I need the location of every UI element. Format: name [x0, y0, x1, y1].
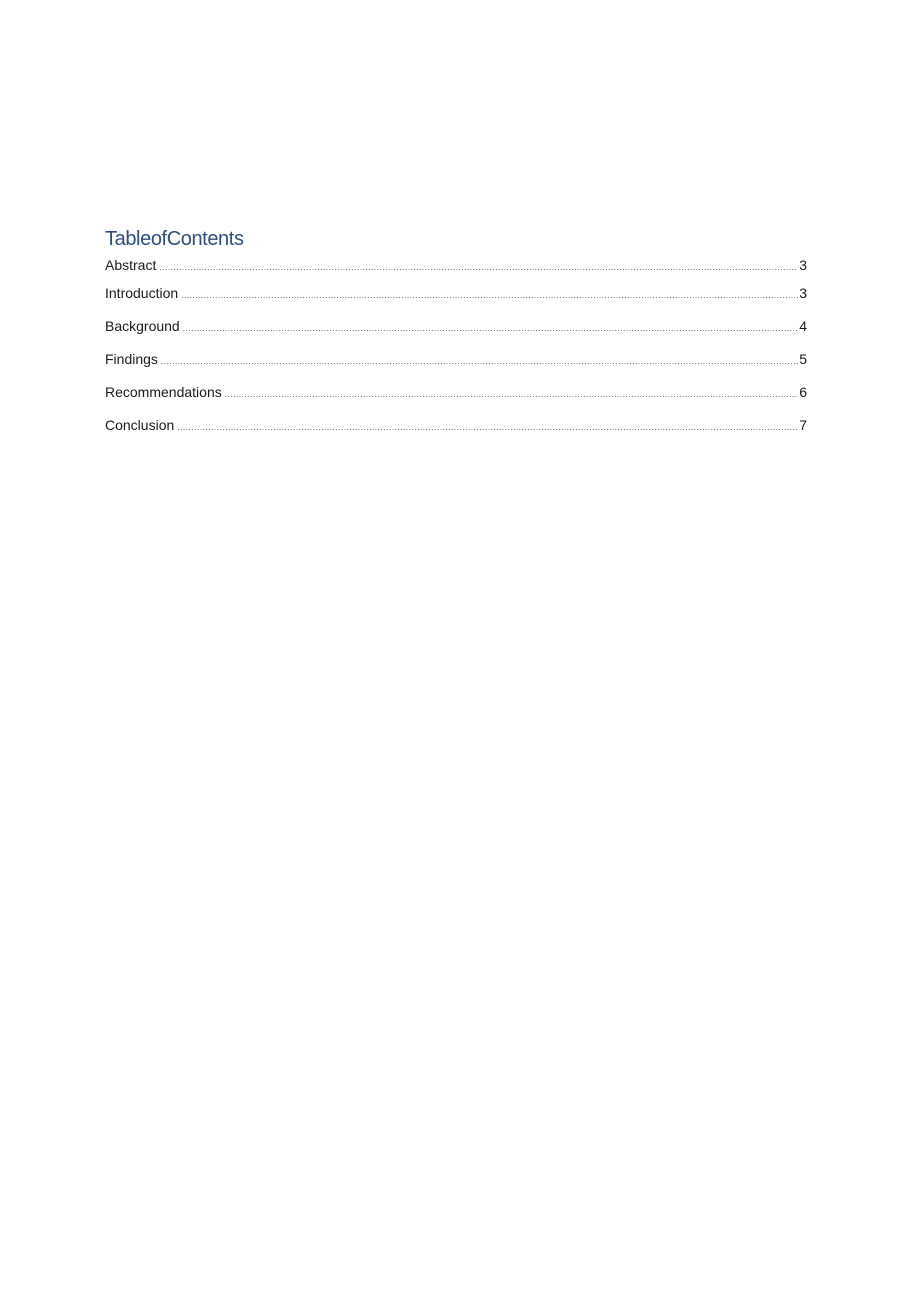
toc-list [105, 256, 807, 449]
toc-entry-page-number: 4 [799, 318, 807, 334]
toc-entry-introduction[interactable] [105, 284, 807, 317]
toc-dot-leader [225, 386, 798, 404]
toc-entry-abstract[interactable] [105, 256, 807, 284]
toc-entry-page-number: 5 [799, 351, 807, 367]
toc-entry-background[interactable] [105, 317, 807, 350]
toc-dot-leader [177, 419, 798, 437]
toc-dot-leader [159, 259, 798, 277]
toc-entry-findings[interactable] [105, 350, 807, 383]
toc-dot-leader [183, 320, 798, 338]
toc-dot-leader [161, 353, 798, 371]
toc-entry-label: Introduction [105, 285, 179, 301]
toc-entry-label: Findings [105, 351, 158, 367]
toc-entry-page-number: 6 [799, 384, 807, 400]
table-of-contents [105, 226, 807, 449]
toc-entry-label: Abstract [105, 257, 157, 273]
toc-entry-page-number: 3 [799, 257, 807, 273]
toc-entry-page-number: 3 [799, 285, 807, 301]
toc-dot-leader [181, 287, 798, 305]
toc-entry-label: Conclusion [105, 417, 175, 433]
toc-entry-recommendations[interactable] [105, 383, 807, 416]
toc-entry-label: Recommendations [105, 384, 222, 400]
toc-entry-conclusion[interactable] [105, 416, 807, 449]
toc-entry-page-number: 7 [799, 417, 807, 433]
toc-entry-label: Background [105, 318, 180, 334]
toc-heading: TableofContents [105, 228, 244, 250]
